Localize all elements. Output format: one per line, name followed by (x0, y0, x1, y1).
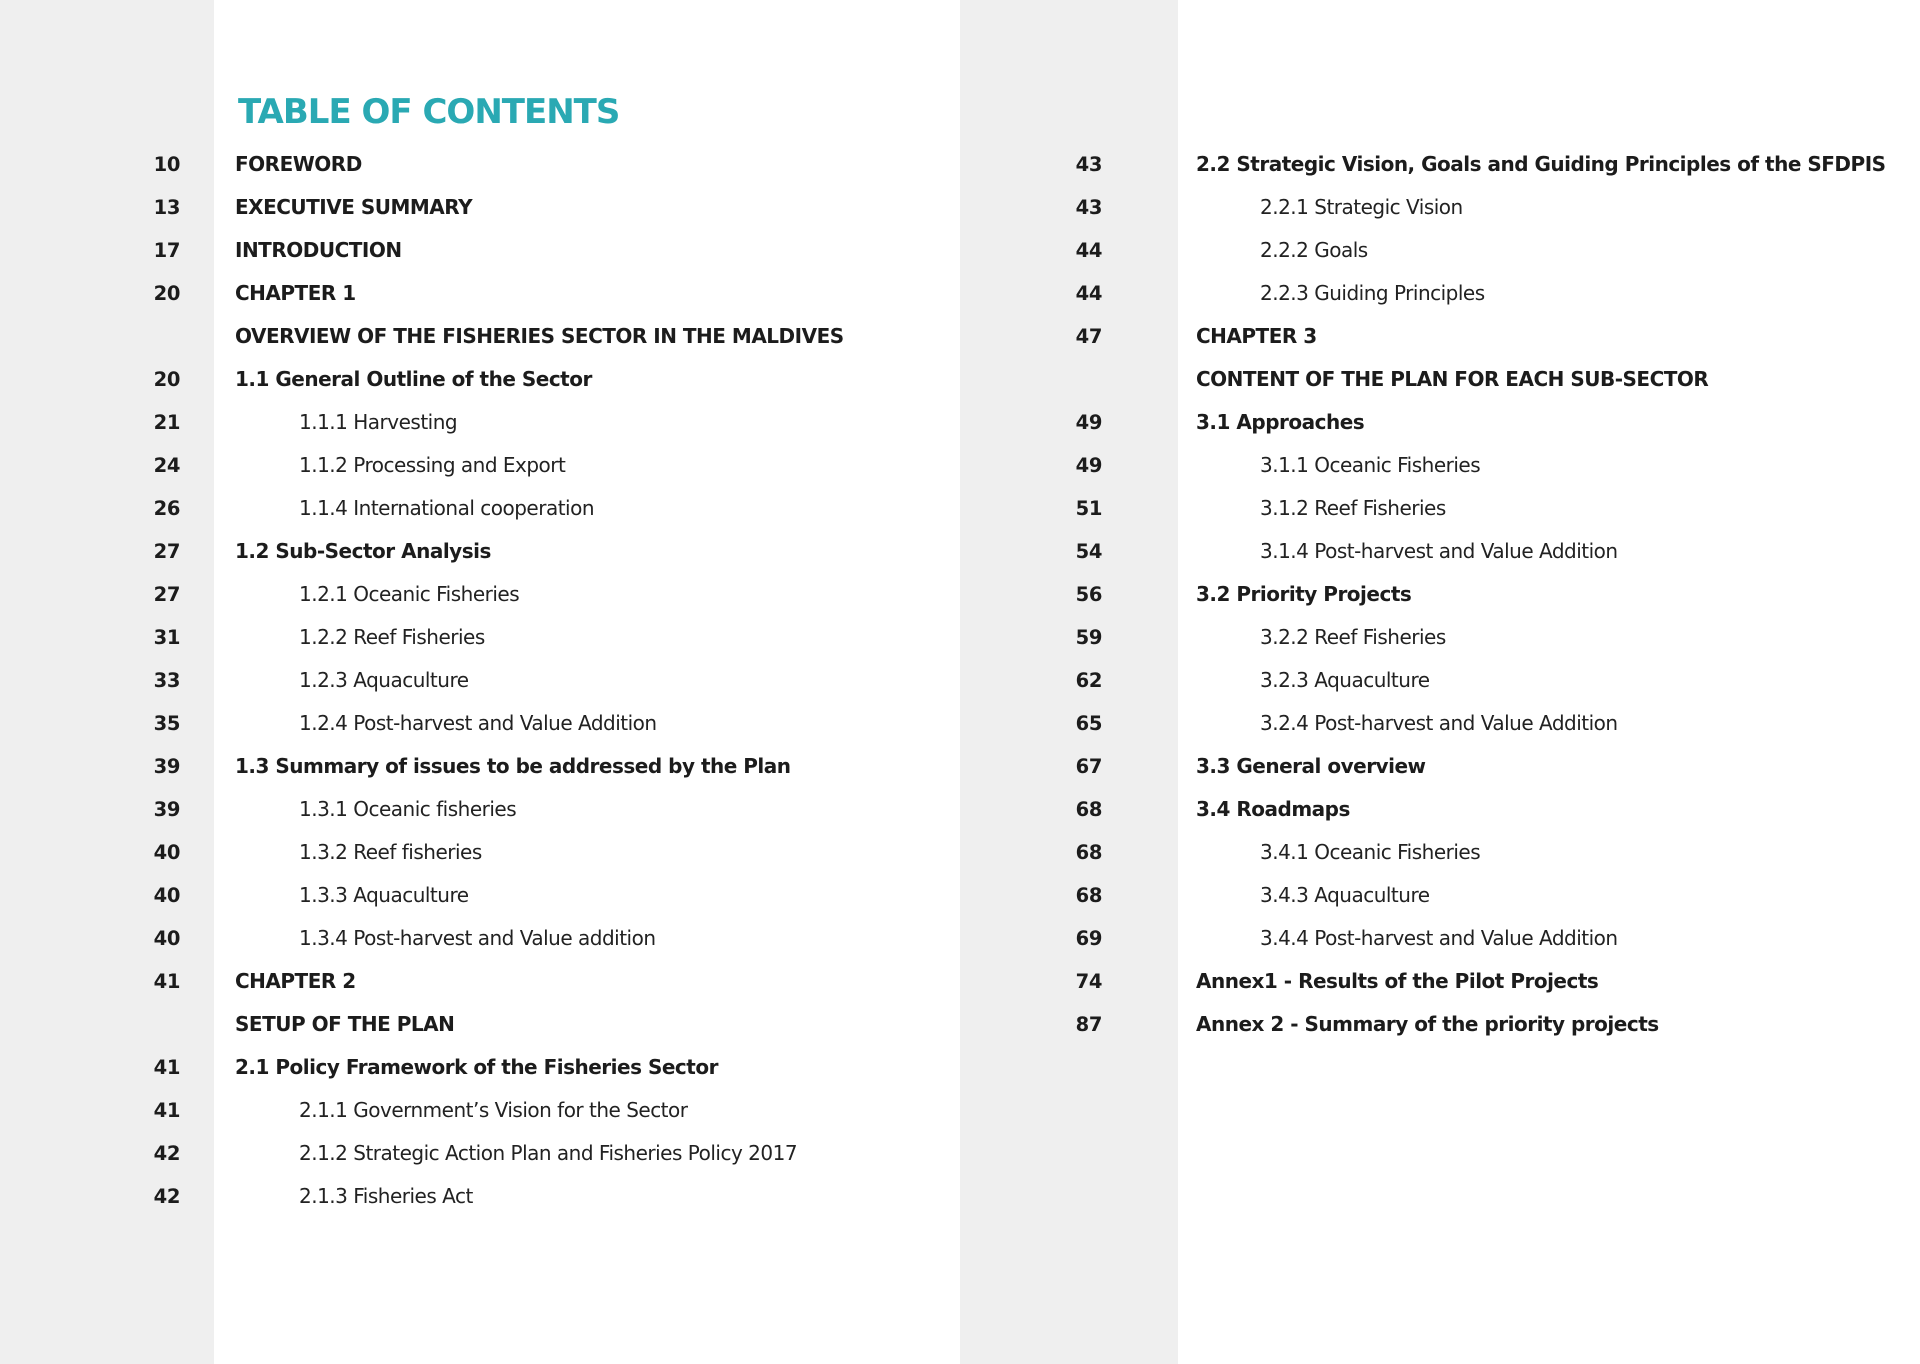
toc-entry[interactable] (960, 401, 1920, 444)
toc-page-number: 20 (153, 282, 180, 305)
toc-page-number: 42 (153, 1142, 180, 1165)
toc-entry-label: 2.2.3 Guiding Principles (1260, 281, 1485, 305)
toc-page-number: 41 (153, 1099, 180, 1122)
toc-entry[interactable] (960, 874, 1920, 917)
toc-page-number: 65 (1075, 712, 1102, 735)
toc-page-number: 40 (153, 841, 180, 864)
toc-right-column (960, 143, 1920, 1046)
toc-entry[interactable] (0, 444, 960, 487)
toc-entry[interactable] (0, 186, 960, 229)
toc-page-number: 10 (153, 153, 180, 176)
toc-entry[interactable] (0, 272, 960, 315)
toc-page-number: 54 (1075, 540, 1102, 563)
toc-entry[interactable] (960, 659, 1920, 702)
toc-entry-label: 3.4.1 Oceanic Fisheries (1260, 840, 1481, 864)
toc-entry-label: 3.2.4 Post-harvest and Value Addition (1260, 711, 1618, 735)
toc-page-number: 24 (153, 454, 180, 477)
toc-page-number: 43 (1075, 153, 1102, 176)
toc-entry-label: 3.1.1 Oceanic Fisheries (1260, 453, 1481, 477)
toc-entry-label: INTRODUCTION (235, 238, 402, 262)
toc-entry[interactable] (0, 1046, 960, 1089)
toc-entry[interactable] (0, 1175, 960, 1218)
toc-entry-label: 1.2.2 Reef Fisheries (299, 625, 485, 649)
toc-entry-label: 3.2.2 Reef Fisheries (1260, 625, 1446, 649)
toc-entry[interactable] (960, 229, 1920, 272)
toc-page-number: 49 (1075, 411, 1102, 434)
toc-entry-label: CHAPTER 2 (235, 969, 356, 993)
toc-page-number: 68 (1075, 841, 1102, 864)
toc-entry-label: 1.2.1 Oceanic Fisheries (299, 582, 520, 606)
toc-entry-label: 3.1.4 Post-harvest and Value Addition (1260, 539, 1618, 563)
toc-entry-label: EXECUTIVE SUMMARY (235, 195, 473, 219)
toc-page-number: 13 (153, 196, 180, 219)
toc-entry-label: 1.3.2 Reef fisheries (299, 840, 482, 864)
toc-entry-label: 3.2 Priority Projects (1196, 582, 1412, 606)
toc-entry[interactable] (0, 143, 960, 186)
toc-entry[interactable] (0, 530, 960, 573)
toc-page-number: 44 (1075, 282, 1102, 305)
toc-entry[interactable] (0, 487, 960, 530)
toc-entry[interactable] (0, 874, 960, 917)
toc-page-number: 47 (1075, 325, 1102, 348)
toc-page-number: 40 (153, 927, 180, 950)
toc-entry-label: CONTENT OF THE PLAN FOR EACH SUB-SECTOR (1196, 367, 1709, 391)
toc-entry-label: CHAPTER 3 (1196, 324, 1317, 348)
toc-entry-label: 1.3.3 Aquaculture (299, 883, 469, 907)
toc-entry[interactable] (0, 401, 960, 444)
toc-entry[interactable] (960, 186, 1920, 229)
toc-page-number: 41 (153, 1056, 180, 1079)
toc-entry[interactable] (0, 788, 960, 831)
toc-entry[interactable] (960, 831, 1920, 874)
toc-entry[interactable] (0, 960, 960, 1003)
toc-entry[interactable] (960, 960, 1920, 1003)
toc-entry-label: 2.2 Strategic Vision, Goals and Guiding Principles of the SFDPIS (1196, 152, 1886, 176)
toc-entry-label: 3.4.4 Post-harvest and Value Addition (1260, 926, 1618, 950)
toc-entry[interactable] (960, 917, 1920, 960)
toc-entry-label: 3.3 General overview (1196, 754, 1426, 778)
toc-entry-label: 1.1.4 International cooperation (299, 496, 595, 520)
toc-entry-label: 2.1.2 Strategic Action Plan and Fisheries Policy 2017 (299, 1141, 798, 1165)
toc-entry[interactable] (960, 530, 1920, 573)
toc-page-number: 43 (1075, 196, 1102, 219)
toc-page-number: 17 (153, 239, 180, 262)
toc-entry[interactable] (0, 659, 960, 702)
toc-entry-label: 1.1.1 Harvesting (299, 410, 458, 434)
toc-page-number: 69 (1075, 927, 1102, 950)
toc-entry[interactable] (960, 444, 1920, 487)
toc-page-number: 67 (1075, 755, 1102, 778)
toc-title: TABLE OF CONTENTS (238, 92, 620, 132)
toc-page-number: 68 (1075, 798, 1102, 821)
toc-entry[interactable] (960, 315, 1920, 358)
toc-entry-label: Annex1 - Results of the Pilot Projects (1196, 969, 1599, 993)
toc-entry[interactable] (960, 788, 1920, 831)
toc-page-number: 31 (153, 626, 180, 649)
toc-entry[interactable] (960, 702, 1920, 745)
toc-entry[interactable] (960, 272, 1920, 315)
toc-entry[interactable] (0, 229, 960, 272)
toc-entry-label: 3.4.3 Aquaculture (1260, 883, 1430, 907)
toc-page-number: 27 (153, 583, 180, 606)
toc-page-number: 41 (153, 970, 180, 993)
toc-entry-label: Annex 2 - Summary of the priority projects (1196, 1012, 1659, 1036)
toc-entry-label: 3.2.3 Aquaculture (1260, 668, 1430, 692)
toc-entry[interactable] (0, 358, 960, 401)
toc-entry[interactable] (960, 573, 1920, 616)
toc-entry-label: 1.2.3 Aquaculture (299, 668, 469, 692)
toc-page-number: 74 (1075, 970, 1102, 993)
toc-page-number: 44 (1075, 239, 1102, 262)
toc-entry-label: 2.1.3 Fisheries Act (299, 1184, 473, 1208)
toc-entry-label: 1.3 Summary of issues to be addressed by the Plan (235, 754, 791, 778)
toc-left-column (0, 143, 960, 1218)
toc-entry[interactable] (0, 573, 960, 616)
toc-page-number: 49 (1075, 454, 1102, 477)
toc-entry[interactable] (0, 831, 960, 874)
toc-entry[interactable] (960, 143, 1920, 186)
toc-page-number: 42 (153, 1185, 180, 1208)
toc-page-number: 56 (1075, 583, 1102, 606)
toc-entry-label: 1.2 Sub-Sector Analysis (235, 539, 491, 563)
toc-entry[interactable] (960, 616, 1920, 659)
toc-entry[interactable] (960, 487, 1920, 530)
toc-page-number: 35 (153, 712, 180, 735)
toc-page-number: 33 (153, 669, 180, 692)
toc-entry-label: 1.3.1 Oceanic fisheries (299, 797, 517, 821)
toc-page-number: 39 (153, 755, 180, 778)
toc-entry[interactable] (0, 745, 960, 788)
toc-entry[interactable] (0, 1132, 960, 1175)
toc-page-number: 51 (1075, 497, 1102, 520)
toc-page-number: 26 (153, 497, 180, 520)
toc-entry[interactable] (0, 1089, 960, 1132)
toc-page-number: 27 (153, 540, 180, 563)
toc-entry-label: 3.1.2 Reef Fisheries (1260, 496, 1446, 520)
toc-page-number: 40 (153, 884, 180, 907)
toc-entry[interactable] (0, 616, 960, 659)
toc-entry-label: 3.1 Approaches (1196, 410, 1365, 434)
toc-entry[interactable] (0, 1003, 960, 1046)
toc-entry-label: 2.2.2 Goals (1260, 238, 1368, 262)
toc-entry[interactable] (960, 745, 1920, 788)
toc-page-number: 20 (153, 368, 180, 391)
toc-page-number: 62 (1075, 669, 1102, 692)
toc-entry-label: SETUP OF THE PLAN (235, 1012, 455, 1036)
toc-entry-label: CHAPTER 1 (235, 281, 356, 305)
toc-page-number: 39 (153, 798, 180, 821)
toc-page-number: 59 (1075, 626, 1102, 649)
toc-entry-label: FOREWORD (235, 152, 362, 176)
toc-entry[interactable] (0, 917, 960, 960)
toc-entry-label: 1.2.4 Post-harvest and Value Addition (299, 711, 657, 735)
toc-entry[interactable] (960, 358, 1920, 401)
toc-page-number: 87 (1075, 1013, 1102, 1036)
toc-entry-label: 1.1 General Outline of the Sector (235, 367, 592, 391)
toc-page-number: 21 (153, 411, 180, 434)
toc-entry-label: 1.1.2 Processing and Export (299, 453, 566, 477)
toc-page-number: 68 (1075, 884, 1102, 907)
toc-entry-label: 1.3.4 Post-harvest and Value addition (299, 926, 656, 950)
toc-entry-label: 2.2.1 Strategic Vision (1260, 195, 1463, 219)
toc-entry-label: 2.1.1 Government’s Vision for the Sector (299, 1098, 688, 1122)
toc-entry[interactable] (960, 1003, 1920, 1046)
toc-entry-label: 2.1 Policy Framework of the Fisheries Sector (235, 1055, 718, 1079)
toc-entry[interactable] (0, 315, 960, 358)
toc-entry-label: OVERVIEW OF THE FISHERIES SECTOR IN THE MALDIVES (235, 324, 844, 348)
toc-entry[interactable] (0, 702, 960, 745)
toc-entry-label: 3.4 Roadmaps (1196, 797, 1350, 821)
